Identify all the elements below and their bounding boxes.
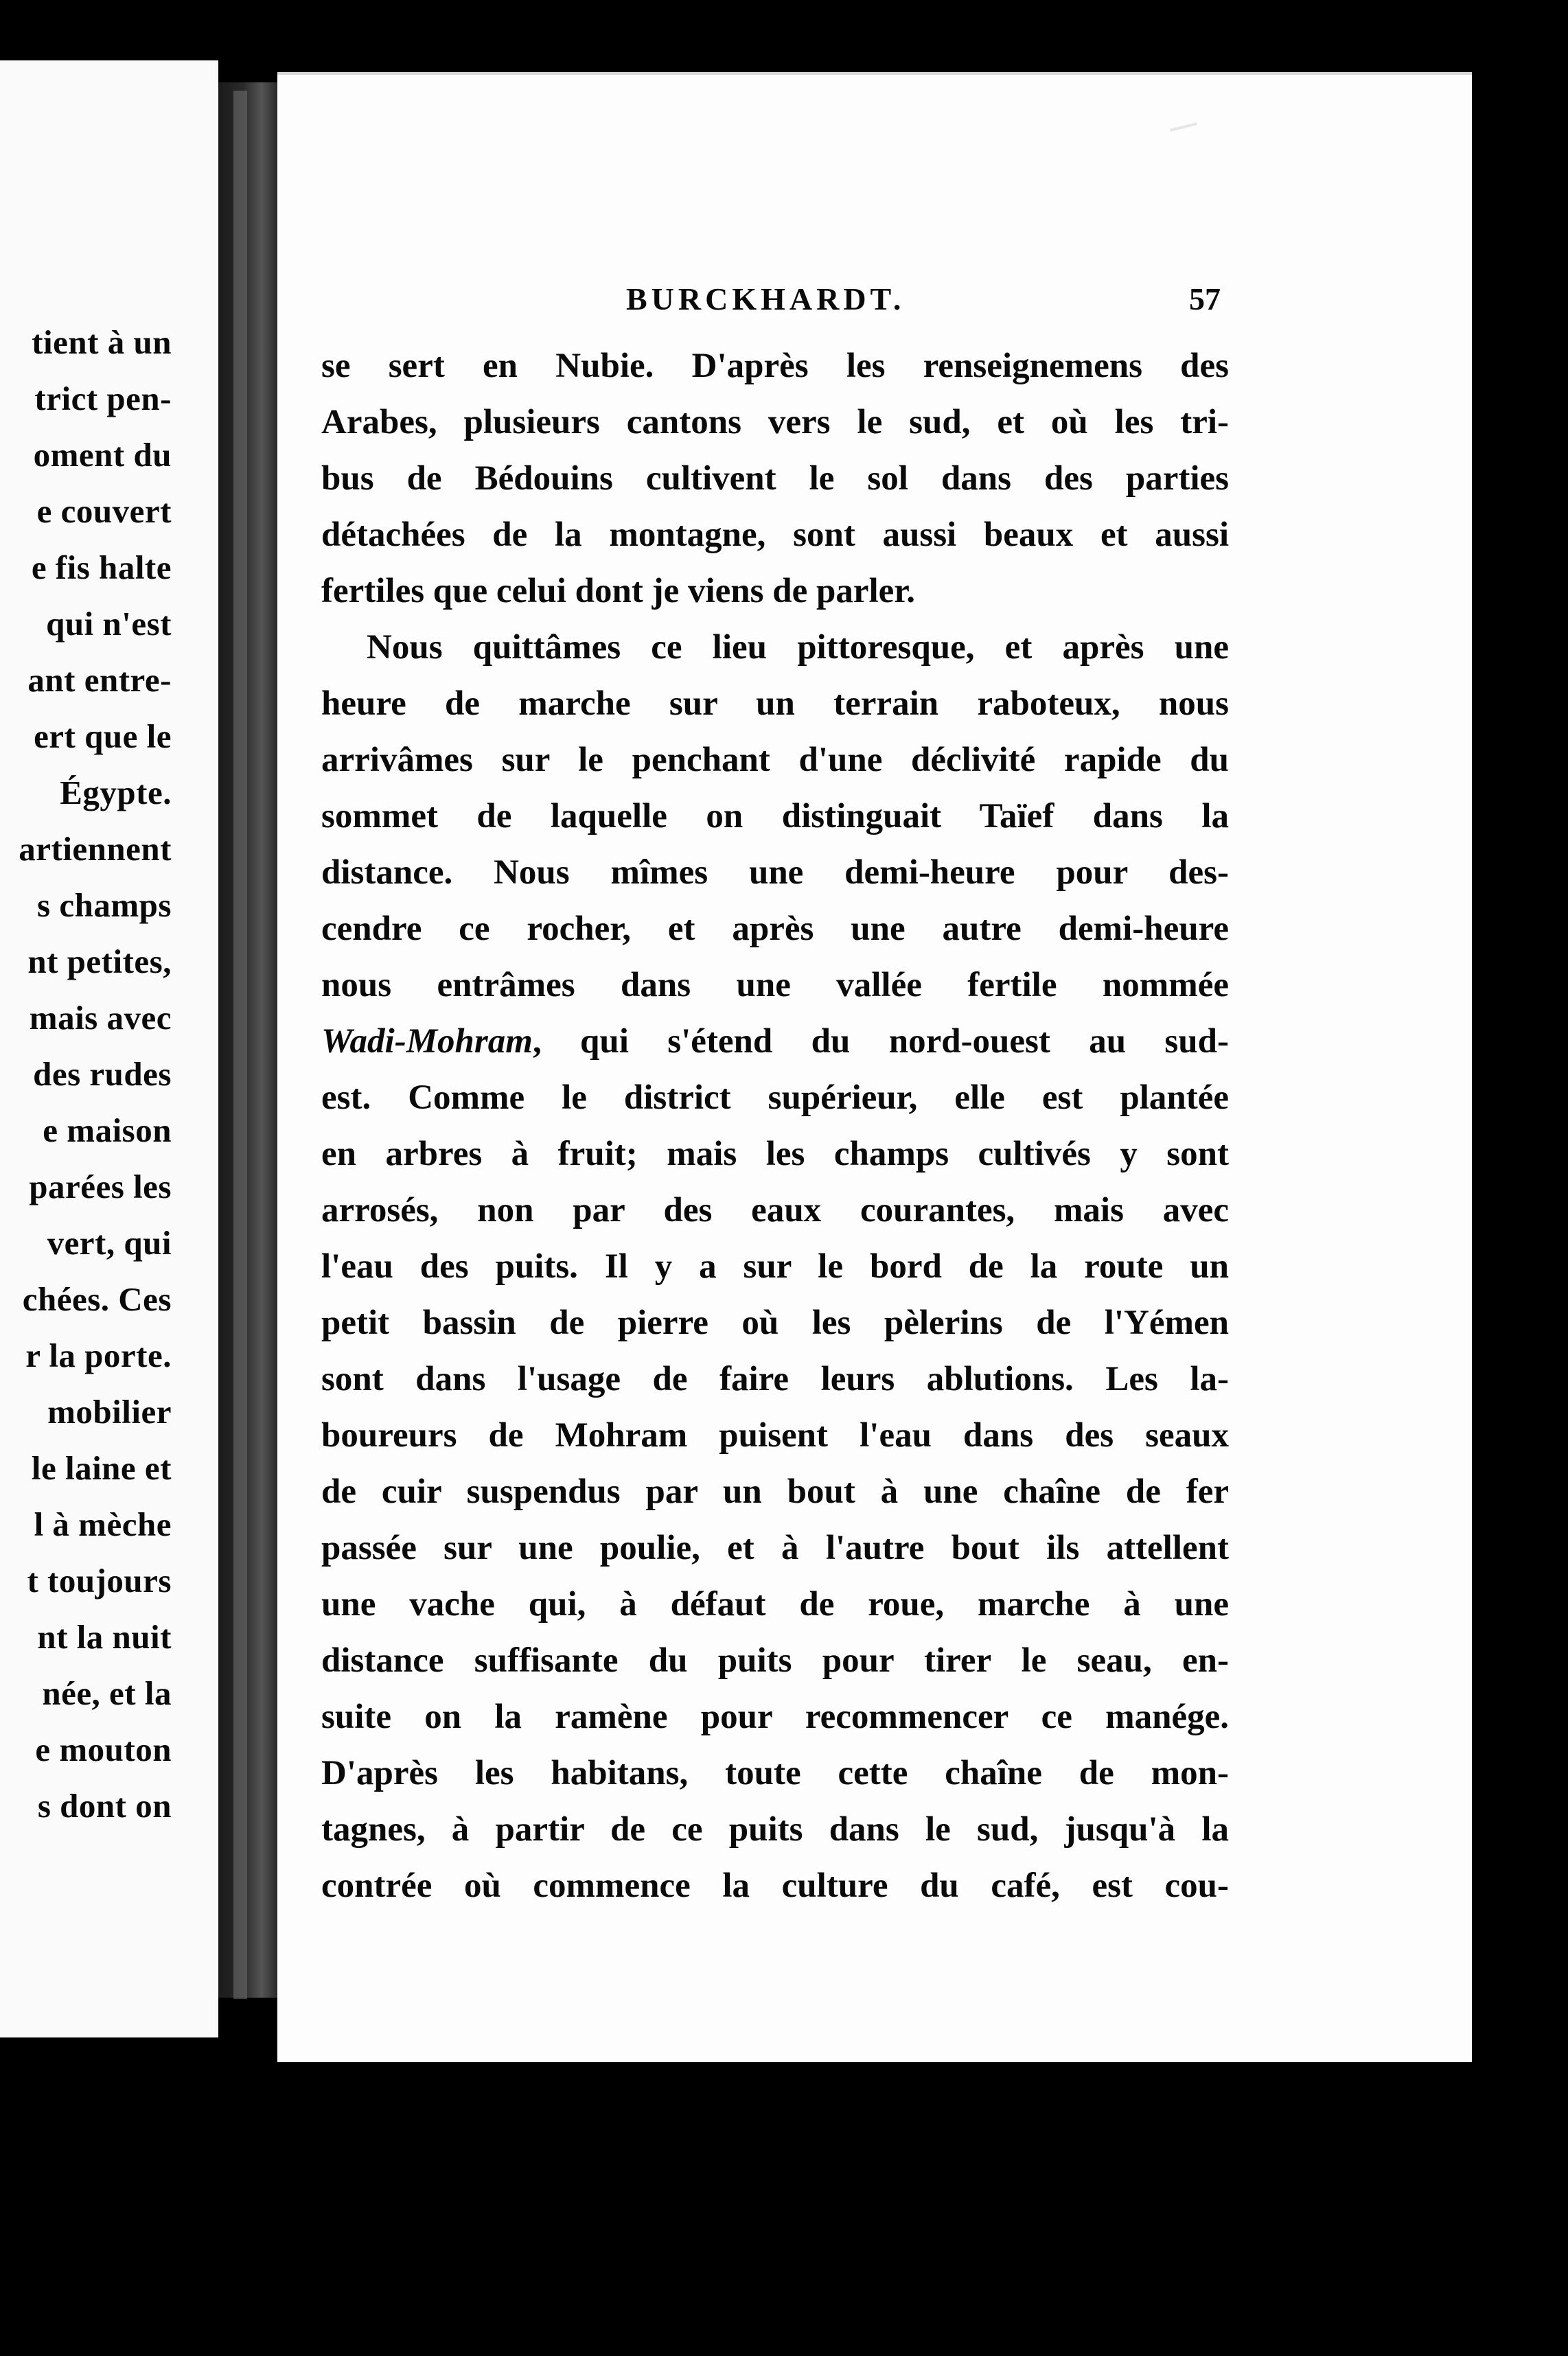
left-line: e maison — [43, 1111, 172, 1149]
text-line: sommet de laquelle on distinguait Taïef dans la — [321, 797, 1229, 835]
paragraph-end-line: fertiles que celui dont je viens de parler. — [321, 572, 916, 610]
left-line: l à mèche — [34, 1505, 172, 1543]
left-line: le laine et — [31, 1449, 172, 1487]
text-line: tagnes, à partir de ce puits dans le sud, jusqu'à la — [321, 1810, 1229, 1849]
text-line: boureurs de Mohram puisent l'eau dans des seaux — [321, 1416, 1229, 1455]
left-line: qui n'est — [46, 605, 172, 643]
text-line: détachées de la montagne, sont aussi beaux et aussi — [321, 516, 1229, 554]
left-line: ert que le — [34, 717, 172, 755]
left-line: ant entre- — [27, 661, 172, 699]
text-line: arrivâmes sur le penchant d'une déclivité rapide du — [321, 741, 1229, 779]
body-text — [321, 338, 1229, 1914]
text-line: sont dans l'usage de faire leurs ablutions. Les la- — [321, 1360, 1229, 1398]
text-line: arrosés, non par des eaux courantes, mais avec — [321, 1191, 1229, 1229]
text-line: cendre ce rocher, et après une autre demi-heure — [321, 910, 1229, 948]
text-line: distance suffisante du puits pour tirer le seau, en- — [321, 1641, 1229, 1680]
left-line: s champs — [37, 886, 172, 924]
text-line: nous entrâmes dans une vallée fertile nommée — [321, 966, 1229, 1004]
paragraph-start-line: Nous quittâmes ce lieu pittoresque, et après une — [367, 628, 1229, 667]
left-line: nt la nuit — [37, 1618, 172, 1656]
scan-mark — [1170, 122, 1197, 132]
left-line: mobilier — [47, 1393, 172, 1431]
left-line: tient à un — [32, 323, 172, 361]
text-line: distance. Nous mîmes une demi-heure pour des- — [321, 853, 1229, 892]
text-line: passée sur une poulie, et à l'autre bout ils attellent — [321, 1529, 1229, 1567]
book-gutter — [218, 82, 280, 1998]
left-line: t toujours — [27, 1562, 172, 1599]
text-line: se sert en Nubie. D'après les renseignemens des — [321, 347, 1229, 385]
text-line: une vache qui, à défaut de roue, marche à une — [321, 1585, 1229, 1624]
left-line: mais avec — [29, 999, 172, 1037]
text-line: D'après les habitans, toute cette chaîne de mon- — [321, 1754, 1229, 1792]
left-line: s dont on — [37, 1787, 172, 1825]
text-line: de cuir suspendus par un bout à une chaîne de fer — [321, 1472, 1229, 1511]
left-line: e fis halte — [31, 548, 172, 586]
left-line: trict pen- — [34, 380, 172, 417]
left-line: e mouton — [35, 1731, 172, 1768]
left-line: nt petites, — [27, 943, 172, 980]
left-line: née, et la — [42, 1674, 172, 1712]
text-line-with-place-name — [321, 1013, 1229, 1070]
text-line: heure de marche sur un terrain raboteux, nous — [321, 684, 1229, 723]
left-page-text — [19, 314, 172, 1834]
gutter-shadow — [233, 91, 247, 1999]
text-line: bus de Bédouins cultivent le sol dans des parties — [321, 459, 1229, 498]
left-line: oment du — [33, 436, 172, 474]
running-head — [277, 281, 1472, 322]
text-line: est. Comme le district supérieur, elle est plantée — [321, 1078, 1229, 1117]
running-title: BURCKHARDT. — [626, 281, 906, 316]
left-line: r la porte. — [25, 1337, 172, 1374]
text-line: contrée où commence la culture du café, est cou- — [321, 1867, 1229, 1905]
text-line: Arabes, plusieurs cantons vers le sud, et où les tri- — [321, 403, 1229, 441]
text-line: l'eau des puits. Il y a sur le bord de la route un — [321, 1247, 1229, 1286]
text-line: petit bassin de pierre où les pèlerins de l'Yémen — [321, 1304, 1229, 1342]
left-line: chées. Ces — [22, 1280, 172, 1318]
page-number: 57 — [1189, 281, 1221, 316]
left-line: artiennent — [19, 830, 172, 868]
text-fragment: , qui s'étend du nord-ouest au sud- — [532, 1022, 1229, 1061]
right-page — [277, 72, 1472, 2062]
place-name-italic: Wadi-Mohram — [321, 1022, 533, 1061]
text-line: en arbres à fruit; mais les champs cultivés y sont — [321, 1135, 1229, 1173]
left-line: Égypte. — [60, 774, 172, 811]
left-line: des rudes — [33, 1055, 172, 1093]
left-line: parées les — [29, 1168, 172, 1205]
left-line: vert, qui — [47, 1224, 172, 1262]
left-page-fragment — [0, 60, 218, 2037]
left-line: e couvert — [36, 492, 172, 530]
text-line: suite on la ramène pour recommencer ce manége. — [321, 1698, 1229, 1736]
